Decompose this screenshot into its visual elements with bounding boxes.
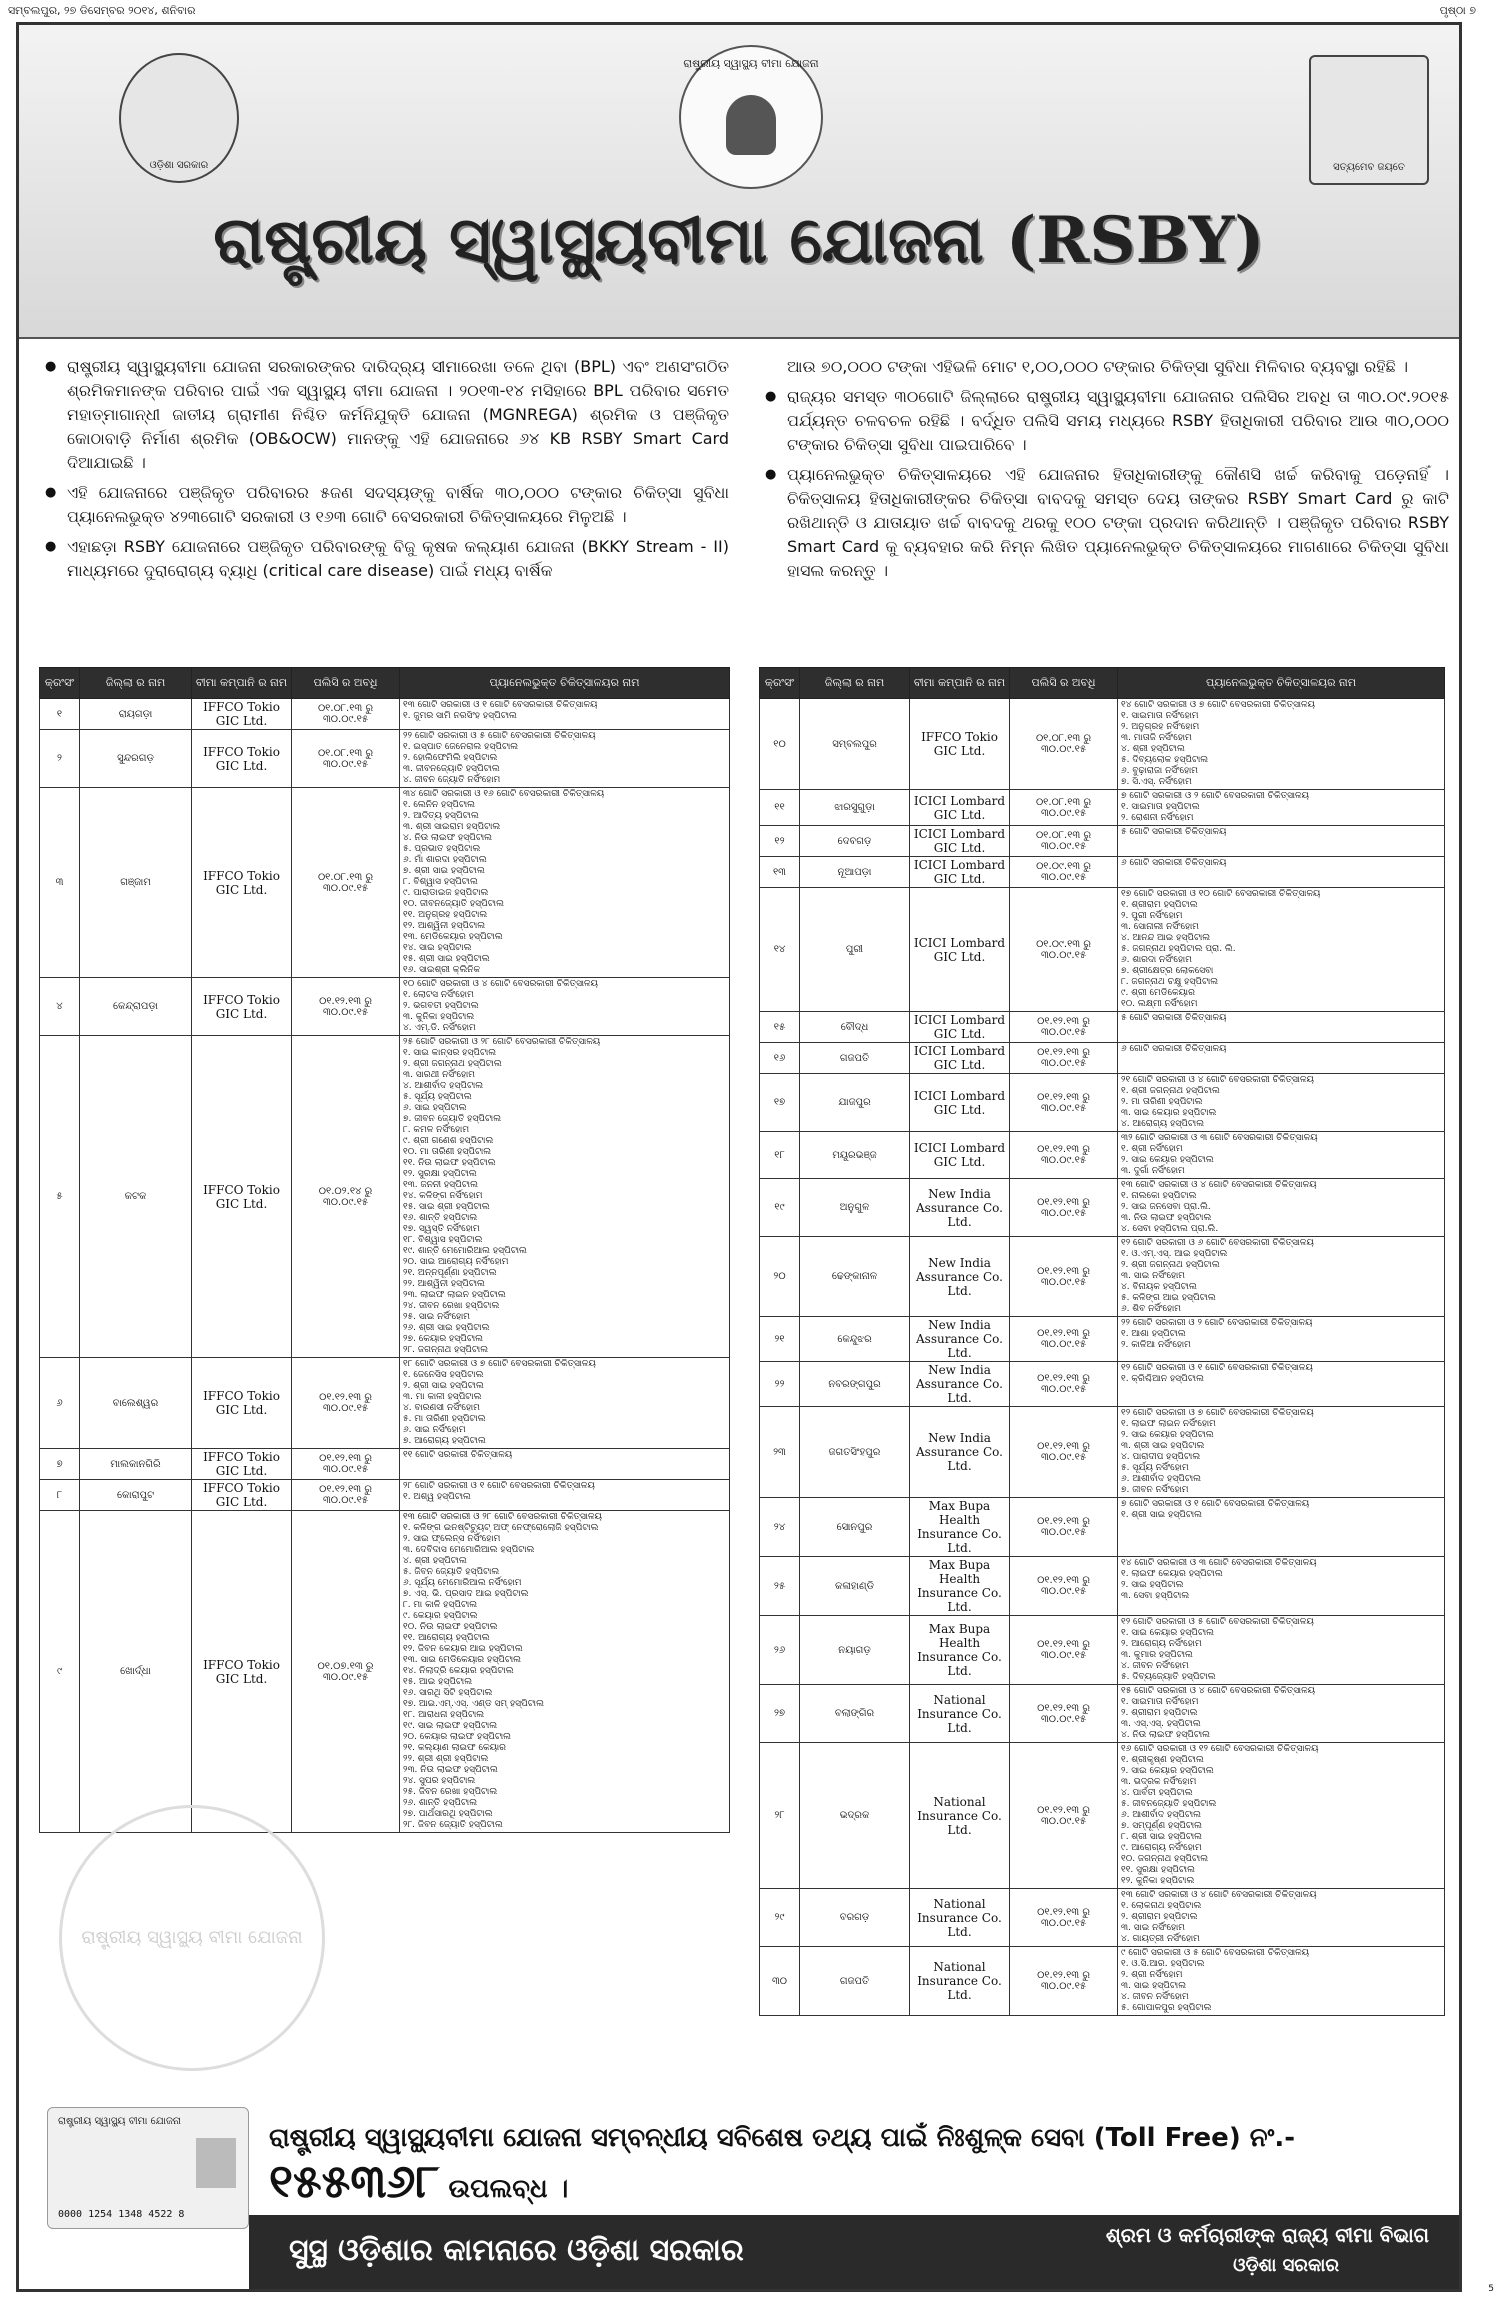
intro-paragraph: ● ରାଜ୍ୟର ସମସ୍ତ ୩୦ଗୋଟି ଜିଲ୍ଲାରେ ରାଷ୍ଟ୍ରୀୟ ସ୍ୱାସ୍ଥ୍ୟବୀମା ଯୋଜନାର ପଲିସିର ଅବଧି ତା ୩୦.୦୯.୨୦୧୫ ପର୍ଯ୍ୟନ୍ତ ଚଳବଚଳ ରହିଛି । ବର୍ଦ୍ଧିତ ପଲିସି ସମୟ ମଧ୍ୟରେ RSBY ହିତାଧିକାରୀ ପରିବାର ଆଉ ୩୦,୦୦୦ ଟଙ୍କାର ଚିକିତ୍ସା ସୁବିଧା ପାଇପାରିବେ । xyxy=(759,385,1449,457)
hospitals-cell: ୧୩ ଗୋଟି ସରକାରୀ ଓ ୧ ଗୋଟି ବେସରକାରୀ ଚିକିତ୍ସାଳୟ ୧. ଜୁମର ସାମି ନରସିଂହ ହସ୍ପିଟାଲ xyxy=(400,699,730,730)
odisha-emblem-icon xyxy=(119,53,239,183)
serial-cell: ୨୧ xyxy=(760,1317,800,1362)
tollfree-text: ରାଷ୍ଟ୍ରୀୟ ସ୍ୱାସ୍ଥ୍ୟବୀମା ଯୋଜନା ସମ୍ବନ୍ଧୀୟ ସବିଶେଷ ତଥ୍ୟ ପାଇଁ ନିଃଶୁଳ୍କ ସେବା (Toll Free) ନଂ.- xyxy=(269,2123,1296,2153)
hospitals-cell: ୧୮ ଗୋଟି ସରକାରୀ ଓ ୭ ଗୋଟି ବେସରକାରୀ ଚିକିତ୍ସାଳୟ ୧. ଜେନେସିସ ହସ୍ପିଟାଲ ୨. ଶ୍ରୀ ସାଇ ହସ୍ପିଟାଲ ୩. ମା କାଳୀ ହସ୍ପିଟାଲ ୪. ବାରଣସୀ ନର୍ସିଂହୋମ ୫. ମା ତାରିଣୀ ହସ୍ପିଟାଲ ୬. ସାଇ ନର୍ସିଂହୋମ ୭. ଆରୋଗ୍ୟ ହସ୍ପିଟାଲ xyxy=(400,1358,730,1449)
company-cell: ICICI Lombard GIC Ltd. xyxy=(910,857,1010,888)
advertisement-page xyxy=(16,22,1462,2292)
period-cell: ୦୧.୧୨.୧୩ ରୁ ୩୦.୦୯.୧୫ xyxy=(1010,1685,1118,1743)
serial-cell: ୧୦ xyxy=(760,699,800,790)
company-cell: National Insurance Co. Ltd. xyxy=(910,1685,1010,1743)
company-cell: New India Assurance Co. Ltd. xyxy=(910,1237,1010,1317)
district-cell: ଝାରସୁଗୁଡ଼ା xyxy=(800,790,910,826)
period-cell: ୦୧.୦୭.୧୩ ରୁ ୩୦.୦୯.୧୫ xyxy=(292,1511,400,1833)
intro-left xyxy=(39,355,729,589)
period-cell: ୦୧.୧୨.୧୩ ରୁ ୩୦.୦୯.୧୫ xyxy=(1010,1362,1118,1407)
company-cell: IFFCO Tokio GIC Ltd. xyxy=(192,1511,292,1833)
serial-cell: ୨୩ xyxy=(760,1407,800,1498)
company-cell: New India Assurance Co. Ltd. xyxy=(910,1317,1010,1362)
masthead xyxy=(0,0,1500,24)
district-cell: ଢେଙ୍କାନାଳ xyxy=(800,1237,910,1317)
col-header-district: ଜିଲ୍ଲା ର ନାମ xyxy=(80,668,192,699)
company-cell: National Insurance Co. Ltd. xyxy=(910,1889,1010,1947)
page-label: ପୃଷ୍ଠା ୭ xyxy=(1439,4,1476,17)
company-cell: New India Assurance Co. Ltd. xyxy=(910,1179,1010,1237)
district-cell: ଜଗତସିଂହପୁର xyxy=(800,1407,910,1498)
table-row xyxy=(40,1358,730,1449)
hospitals-cell: ୭ ଗୋଟି ସରକାରୀ ଓ ୨ ଗୋଟି ବେସରକାରୀ ଚିକିତ୍ସାଳୟ ୧. ସାଇମାତା ହସ୍ପିଟାଲ ୨. ରୋଶନୀ ନର୍ସିଂହୋମ xyxy=(1118,790,1445,826)
footer-band xyxy=(249,2215,1459,2289)
table-row xyxy=(760,1889,1445,1947)
company-cell: IFFCO Tokio GIC Ltd. xyxy=(192,1449,292,1480)
table-row xyxy=(760,1237,1445,1317)
company-cell: IFFCO Tokio GIC Ltd. xyxy=(192,1480,292,1511)
hospital-table-right xyxy=(759,667,1445,2016)
district-cell: ବୌଦ୍ଧ xyxy=(800,1012,910,1043)
table-row xyxy=(760,1616,1445,1685)
hospitals-cell: ୧୩ ଗୋଟି ସରକାରୀ ଓ ୨୮ ଗୋଟି ବେସରକାରୀ ଚିକିତ୍ସାଳୟ ୧. କଳିଙ୍ଗ ଇନଷ୍ଟିଚ୍ୟୁଟ୍ ଅଫ୍ ନେଫ୍ରୋଲୋଜି ହସ୍ପିଟାଲ ୨. ସାଇ ଫ୍ଲେନ୍ସ ନର୍ସିଂହୋମ ୩. ଦେବିଦାସ ମେମୋରିଆଲ ହସ୍ପିଟାଲ ୪. ଶ୍ରୀ ହସ୍ପିଟାଲ ୫. ଜିବନ ଜ୍ୟୋତି ହସ୍ପିଟାଲ ୬. ସୂର୍ଯ୍ୟ ମେମୋରିଆଲ ନର୍ସିଂହୋମ ୭. ଏସ୍. ଭି. ପ୍ରସାଦ ଆଇ ହସ୍ପିଟାଲ ୮. ମା କାଳି ହସ୍ପିଟାଲ ୯. କେୟାର ହସ୍ପିଟାଲ ୧୦. ନିଉ ଲାଇଫ ହସ୍ପିଟାଲ ୧୧. ଆରୋଗ୍ୟ ହସ୍ପିଟାଲ ୧୨. ଜିବନ କେୟାର ଆଇ ହସ୍ପିଟାଲ ୧୩. ସାଇ ମେଡିକେୟାର ହସ୍ପିଟାଲ ୧୪. ନିଲାଦ୍ରି କେୟାର ହସ୍ପିଟାଲ ୧୫. ଆଇ ହସ୍ପିଟାଲ ୧୬. ସାରଥି ସିଟି ହସ୍ପିଟାଲ ୧୭. ଆଇ.ଏମ୍.ଏସ୍. ଏଣ୍ଡ ସମ୍ ହସ୍ପିଟାଲ ୧୮. ଆରାଧନା ହସ୍ପିଟାଲ ୧୯. ସାଇ ଲାଇଫ ହସ୍ପିଟାଲ ୨୦. କେୟାର ଲାଇଫ ହସ୍ପିଟାଲ ୨୧. କଲ୍ୟାଣ ଲାଇଫ କେୟାର ୨୨. ଶ୍ରୀ ଶ୍ରୀ ହସ୍ପିଟାଲ ୨୩. ନିଉ ଲାଇଫ ହସ୍ପିଟାଲ ୨୪. ସୁପର ହସ୍ପିଟାଲ ୨୫. ଜିବନ ରେଖା ହସ୍ପିଟାଲ ୨୬. ଶାନ୍ତି ହସ୍ପିଟାଲ ୨୭. ପାର୍ଥସାରଥି ହସ୍ପିଟାଲ ୨୮. ଜିବନ ଜ୍ୟୋତି ହସ୍ପିଟାଲ xyxy=(400,1511,730,1833)
period-cell: ୦୧.୧୨.୧୩ ରୁ ୩୦.୦୯.୧୫ xyxy=(1010,1616,1118,1685)
period-cell: ୦୧.୧୨.୧୩ ରୁ ୩୦.୦୯.୧୫ xyxy=(292,1358,400,1449)
hospitals-cell: ୨୨ ଗୋଟି ସରକାରୀ ଓ ୨ ଗୋଟି ବେସରକାରୀ ଚିକିତ୍ସାଳୟ ୧. ଆଶା ହସ୍ପିଟାଲ ୨. କାଳିଆ ନର୍ସିଂହୋମ xyxy=(1118,1317,1445,1362)
hospitals-cell: ୫ ଗୋଟି ସରକାରୀ ଚିକିତ୍ସାଳୟ xyxy=(1118,826,1445,857)
hospitals-cell: ୧୧ ଗୋଟି ସରକାରୀ ଚିକିତ୍ସାଳୟ xyxy=(400,1449,730,1480)
hospitals-cell: ୩୨ ଗୋଟି ସରକାରୀ ଓ ୩ ଗୋଟି ବେସରକାରୀ ଚିକିତ୍ସାଳୟ ୧. ଶ୍ରୀ ନର୍ସିଂହୋମ ୨. ସାଇ କେୟାର ହସ୍ପିଟାଲ ୩. ଦୁର୍ଗା ନର୍ସିଂହୋମ xyxy=(1118,1132,1445,1179)
intro-paragraph: ● ଏହାଛଡ଼ା RSBY ଯୋଜନାରେ ପଞ୍ଜିକୃତ ପରିବାରଙ୍କୁ ବିଜୁ କୃଷକ କଲ୍ୟାଣ ଯୋଜନା (BKKY Stream - II) ମାଧ୍ୟମରେ ଦୁରାରୋଗ୍ୟ ବ୍ୟାଧି (critical care disease) ପାଇଁ ମଧ୍ୟ ବାର୍ଷିକ xyxy=(39,535,729,583)
card-number: 0000 1254 1348 4522 8 xyxy=(58,2209,185,2220)
serial-cell: ୩ xyxy=(40,788,80,978)
hospitals-cell: ୨୨ ଗୋଟି ସରକାରୀ ଓ ୫ ଗୋଟି ବେସରକାରୀ ଚିକିତ୍ସାଳୟ ୧. ଇସ୍ପାତ ଜେନେରାଲ ହସ୍ପିଟାଲ ୨. ହୋଲିଫେମିଲି ହସ୍ପିଟାଲ ୩. ଜୀବନଜ୍ୟୋତି ହସ୍ପିଟାଲ ୪. ଜୀବନ ଜ୍ୟୋତି ନର୍ସିଂହୋମ xyxy=(400,730,730,788)
period-cell: ୦୧.୦୮.୧୩ ରୁ ୩୦.୦୯.୧୫ xyxy=(1010,790,1118,826)
tollfree-line xyxy=(269,2123,1449,2210)
company-cell: IFFCO Tokio GIC Ltd. xyxy=(192,788,292,978)
serial-cell: ୪ xyxy=(40,978,80,1036)
district-cell: ରାୟଗଡ଼ା xyxy=(80,699,192,730)
serial-cell: ୨୦ xyxy=(760,1237,800,1317)
table-row xyxy=(760,1043,1445,1074)
serial-cell: ୨ xyxy=(40,730,80,788)
odisha-emblem-text: ଓଡ଼ିଶା ସରକାର xyxy=(149,160,209,171)
watermark-logo: ରାଷ୍ଟ୍ରୀୟ ସ୍ୱାସ୍ଥ୍ୟ ବୀମା ଯୋଜନା xyxy=(59,1805,325,2071)
period-cell: ୦୧.୧୨.୧୩ ରୁ ୩୦.୦୯.୧୫ xyxy=(1010,1407,1118,1498)
period-cell: ୦୧.୦୮.୧୩ ରୁ ୩୦.୦୯.୧୫ xyxy=(292,699,400,730)
table-row xyxy=(760,1947,1445,2016)
period-cell: ୦୧.୧୨.୧୩ ରୁ ୩୦.୦୯.୧୫ xyxy=(1010,1132,1118,1179)
table-row xyxy=(760,826,1445,857)
period-cell: ୦୧.୧୨.୧୩ ରୁ ୩୦.୦୯.୧୫ xyxy=(1010,1317,1118,1362)
table-row xyxy=(40,978,730,1036)
col-header-company: ବୀମା କମ୍ପାନି ର ନାମ xyxy=(192,668,292,699)
ashoka-emblem-text: ସତ୍ୟମେବ ଜୟତେ xyxy=(1333,162,1405,173)
table-row xyxy=(760,1498,1445,1557)
district-cell: ଗଞ୍ଜାମ xyxy=(80,788,192,978)
footer-govt: ଓଡ଼ିଶା ସରକାର xyxy=(1233,2255,1339,2276)
company-cell: New India Assurance Co. Ltd. xyxy=(910,1362,1010,1407)
period-cell: ୦୧.୧୨.୧୩ ରୁ ୩୦.୦୯.୧୫ xyxy=(292,1480,400,1511)
serial-cell: ୧୧ xyxy=(760,790,800,826)
period-cell: ୦୧.୧୨.୧୩ ରୁ ୩୦.୦୯.୧୫ xyxy=(1010,1043,1118,1074)
period-cell: ୦୧.୧୨.୧୩ ରୁ ୩୦.୦୯.୧୫ xyxy=(1010,1557,1118,1616)
company-cell: ICICI Lombard GIC Ltd. xyxy=(910,1074,1010,1132)
intro-paragraph: ● ଏହି ଯୋଜନାରେ ପଞ୍ଜିକୃତ ପରିବାରର ୫ଜଣ ସଦସ୍ୟଙ୍କୁ ବାର୍ଷିକ ୩୦,୦୦୦ ଟଙ୍କାର ଚିକିତ୍ସା ସୁବିଧା ପ୍ୟାନେଲଭୁକ୍ତ ୪୨୩ଗୋଟି ସରକାରୀ ଓ ୧୬୩ ଗୋଟି ବେସରକାରୀ ଚିକିତ୍ସାଳୟରେ ମିଳୁଅଛି । xyxy=(39,481,729,529)
period-cell: ୦୧.୦୮.୧୩ ରୁ ୩୦.୦୯.୧୫ xyxy=(1010,826,1118,857)
district-cell: ପୁରୀ xyxy=(800,888,910,1012)
serial-cell: ୯ xyxy=(40,1511,80,1833)
table-row xyxy=(760,1132,1445,1179)
table-row xyxy=(760,1557,1445,1616)
col-header-serial: କ୍ରଂସଂ xyxy=(760,668,800,699)
period-cell: ୦୧.୧୨.୧୩ ରୁ ୩୦.୦୯.୧୫ xyxy=(1010,1947,1118,2016)
table-row xyxy=(40,1511,730,1833)
hospitals-cell: ୧୨ ଗୋଟି ସରକାରୀ ଓ ୫ ଗୋଟି ବେସରକାରୀ ଚିକିତ୍ସାଳୟ ୧. ସାଇ କେୟାର ହସ୍ପିଟାଲ ୨. ଆରୋଗ୍ୟ ନର୍ସିଂହୋମ ୩. କୁମାର ହସ୍ପିଟାଲ ୪. ଜୀବନ ନର୍ସିଂହୋମ ୫. ଦିବ୍ୟଜ୍ୟୋତି ହସ୍ପିଟାଲ xyxy=(1118,1616,1445,1685)
serial-cell: ୧୯ xyxy=(760,1179,800,1237)
page-number: 5 xyxy=(1488,2284,1494,2294)
hospitals-cell: ୨୫ ଗୋଟି ସରକାରୀ ଓ ୨୮ ଗୋଟି ବେସରକାରୀ ଚିକିତ୍ସାଳୟ ୧. ସାଇ କାନ୍ସର ହସ୍ପିଟାଲ ୨. ଶ୍ରୀ ଜଗନ୍ନାଥ ହସ୍ପିଟାଲ ୩. ସାରଥୀ ନର୍ସିଂହୋମ ୪. ଆଶୀର୍ବାଦ ହସ୍ପିଟାଲ ୫. ସୂର୍ଯ୍ୟ ହସ୍ପିଟାଲ ୬. ସାଇ ହସ୍ପିଟାଲ ୭. ଜୀବନ ଜ୍ୟୋତି ହସ୍ପିଟାଲ ୮. କମଳ ନର୍ସିଂହୋମ ୯. ଶ୍ରୀ ଗଣେଶ ହସ୍ପିଟାଲ ୧୦. ମା ତାରିଣୀ ହସ୍ପିଟାଲ ୧୧. ନିଉ ଲାଇଫ ହସ୍ପିଟାଲ ୧୨. ସୁରକ୍ଷା ହସ୍ପିଟାଲ ୧୩. ଜନନୀ ହସ୍ପିଟାଲ ୧୪. କଳିଙ୍ଗ ନର୍ସିଂହୋମ ୧୫. ସାଇ ଶ୍ରୀ ହସ୍ପିଟାଲ ୧୬. ଶାନ୍ତି ହସ୍ପିଟାଲ ୧୭. ସ୍ୱସ୍ତି ନର୍ସିଂହୋମ ୧୮. ବିଶ୍ୱାସ ହସ୍ପିଟାଲ ୧୯. ଶାନ୍ତି ମେମୋରିଆଲ ହସ୍ପିଟାଲ ୨୦. ସାଇ ଆରୋଗ୍ୟ ନର୍ସିଂହୋମ ୨୧. ଅନ୍ନପୂର୍ଣ୍ଣା ହସ୍ପିଟାଲ ୨୨. ଆଶ୍ୱିନୀ ହସ୍ପିଟାଲ ୨୩. ଲାଇଫ ଲାଇନ ହସ୍ପିଟାଲ ୨୪. ଜୀବନ ରେଖା ହସ୍ପିଟାଲ ୨୫. ସାଇ ନର୍ସିଂହୋମ ୨୬. ଶ୍ରୀ ସାଇ ହସ୍ପିଟାଲ ୨୭. କେୟାର ହସ୍ପିଟାଲ ୨୮. ଜଗନ୍ନାଥ ହସ୍ପିଟାଲ xyxy=(400,1036,730,1358)
district-cell: ବରଗଡ଼ xyxy=(800,1889,910,1947)
table-row xyxy=(760,1012,1445,1043)
table-row xyxy=(40,730,730,788)
district-cell: ନୟାଗଡ଼ xyxy=(800,1616,910,1685)
footer-dept: ଶ୍ରମ ଓ କର୍ମଚାରୀଙ୍କ ରାଜ୍ୟ ବୀମା ବିଭାଗ xyxy=(1105,2223,1429,2247)
hospital-table-left xyxy=(39,667,730,1833)
district-cell: ସୁନ୍ଦରଗଡ଼ xyxy=(80,730,192,788)
hospitals-cell: ୭ ଗୋଟି ସରକାରୀ ଓ ୧ ଗୋଟି ବେସରକାରୀ ଚିକିତ୍ସାଳୟ ୧. ଶ୍ରୀ ସାଇ ହସ୍ପିଟାଲ xyxy=(1118,1498,1445,1557)
card-photo-icon xyxy=(196,2138,236,2188)
rsby-logo-text: ରାଷ୍ଟ୍ରୀୟ ସ୍ୱାସ୍ଥ୍ୟ ବୀମା ଯୋଜନା xyxy=(683,57,819,70)
col-header-serial: କ୍ରଂସଂ xyxy=(40,668,80,699)
table-row xyxy=(760,888,1445,1012)
district-cell: ବଲାଙ୍ଗିର xyxy=(800,1685,910,1743)
serial-cell: ୨୬ xyxy=(760,1616,800,1685)
hospitals-cell: ୯ ଗୋଟି ସରକାରୀ ଓ ୫ ଗୋଟି ବେସରକାରୀ ଚିକିତ୍ସାଳୟ ୧. ଓ.ସି.ଆର. ହସ୍ପିଟାଲ ୨. ଶ୍ରୀ ନର୍ସିଂହୋମ ୩. ସାଇ ହସ୍ପିଟାଲ ୪. ଜୀବନ ନର୍ସିଂହୋମ ୫. ଗୋପାଳପୁର ହସ୍ପିଟାଲ xyxy=(1118,1947,1445,2016)
company-cell: National Insurance Co. Ltd. xyxy=(910,1947,1010,2016)
district-cell: ନବରଙ୍ଗପୁର xyxy=(800,1362,910,1407)
hospitals-cell: ୧୫ ଗୋଟି ସରକାରୀ ଓ ୪ ଗୋଟି ବେସରକାରୀ ଚିକିତ୍ସାଳୟ ୧. ସାଇମାତା ନର୍ସିଂହୋମ ୨. ଶ୍ରୀରାମ ହସ୍ପିଟାଲ ୩. ଏସ୍.ଏସ୍. ହସ୍ପିଟାଲ ୪. ନିଉ ଲାଇଫ ହସ୍ପିଟାଲ xyxy=(1118,1685,1445,1743)
district-cell: କେନ୍ଦ୍ରାପଡ଼ା xyxy=(80,978,192,1036)
serial-cell: ୧୬ xyxy=(760,1043,800,1074)
serial-cell: ୫ xyxy=(40,1036,80,1358)
district-cell: ଗଜପତି xyxy=(800,1043,910,1074)
serial-cell: ୩୦ xyxy=(760,1947,800,2016)
period-cell: ୦୧.୦୮.୧୩ ରୁ ୩୦.୦୯.୧୫ xyxy=(292,788,400,978)
table-row xyxy=(40,699,730,730)
company-cell: IFFCO Tokio GIC Ltd. xyxy=(192,1358,292,1449)
company-cell: IFFCO Tokio GIC Ltd. xyxy=(192,730,292,788)
company-cell: IFFCO Tokio GIC Ltd. xyxy=(192,1036,292,1358)
district-cell: ନୂଆପଡ଼ା xyxy=(800,857,910,888)
period-cell: ୦୧.୧୨.୧୩ ରୁ ୩୦.୦୯.୧୫ xyxy=(292,978,400,1036)
period-cell: ୦୧.୧୨.୧୩ ରୁ ୩୦.୦୯.୧୫ xyxy=(1010,1889,1118,1947)
hospitals-cell: ୧୬ ଗୋଟି ସରକାରୀ ଓ ୧୨ ଗୋଟି ବେସରକାରୀ ଚିକିତ୍ସାଳୟ ୧. ଶ୍ରୀକୃଷ୍ଣ ହସ୍ପିଟାଲ ୨. ସାଇ କେୟାର ହସ୍ପିଟାଲ ୩. ଭଦ୍ରକ ନର୍ସିଂହୋମ ୪. ପାର୍ବତୀ ହସ୍ପିଟାଲ ୫. ଜୀବନଜ୍ୟୋତି ହସ୍ପିଟାଲ ୬. ଆଶୀର୍ବାଦ ହସ୍ପିଟାଲ ୭. ସମ୍ପୂର୍ଣ୍ଣ ହସ୍ପିଟାଲ ୮. ଶ୍ରୀ ସାଇ ହସ୍ପିଟାଲ ୯. ଆରୋଗ୍ୟ ନର୍ସିଂହୋମ ୧୦. ଜଗନ୍ନାଥ ହସ୍ପିଟାଲ ୧୧. ସୁରକ୍ଷା ହସ୍ପିଟାଲ ୧୨. କୁନିକା ହସ୍ପିଟାଲ xyxy=(1118,1743,1445,1889)
hospitals-cell: ୫ ଗୋଟି ସରକାରୀ ଚିକିତ୍ସାଳୟ xyxy=(1118,1012,1445,1043)
ashoka-emblem-icon xyxy=(1309,55,1429,185)
col-header-hospitals: ପ୍ୟାନେଲଭୁକ୍ତ ଚିକିତ୍ସାଳୟର ନାମ xyxy=(400,668,730,699)
district-cell: ଖୋର୍ଦ୍ଧା xyxy=(80,1511,192,1833)
hospitals-cell: ୧୪ ଗୋଟି ସରକାରୀ ଓ ୭ ଗୋଟି ବେସରକାରୀ ଚିକିତ୍ସାଳୟ ୧. ସାଇମାତା ନର୍ସିଂହୋମ ୨. ଅନୁଗ୍ରହ ନର୍ସିଂହୋମ ୩. ମାତାଜି ନର୍ସିଂହୋମ ୪. ଶ୍ରୀ ହସ୍ପିଟାଲ ୫. ଦିବ୍ୟଲୋକ ହସ୍ପିଟାଲ ୬. ବୁଢ଼ାରାଜା ନର୍ସିଂହୋମ ୭. ସି.ଏସ୍. ନର୍ସିଂହୋମ xyxy=(1118,699,1445,790)
serial-cell: ୮ xyxy=(40,1480,80,1511)
hospitals-cell: ୧୪ ଗୋଟି ସରକାରୀ ଓ ୩ ଗୋଟି ବେସରକାରୀ ଚିକିତ୍ସାଳୟ ୧. ଲାଇଫ କେୟାର ହସ୍ପିଟାଲ ୨. ସାଇ ହସ୍ପିଟାଲ ୩. ସେବା ହସ୍ପିଟାଲ xyxy=(1118,1557,1445,1616)
hospitals-cell: ୨୮ ଗୋଟି ସରକାରୀ ଓ ୧ ଗୋଟି ବେସରକାରୀ ଚିକିତ୍ସାଳୟ ୧. ଅଶ୍ୱ ହସ୍ପିଟାଲ xyxy=(400,1480,730,1511)
serial-cell: ୨୭ xyxy=(760,1685,800,1743)
district-cell: ବାଲେଶ୍ୱର xyxy=(80,1358,192,1449)
table-row xyxy=(760,699,1445,790)
family-figure-icon xyxy=(726,95,776,155)
company-cell: ICICI Lombard GIC Ltd. xyxy=(910,790,1010,826)
table-row xyxy=(40,1036,730,1358)
serial-cell: ୧୪ xyxy=(760,888,800,1012)
hospitals-cell: ୧୭ ଗୋଟି ସରକାରୀ ଓ ୧୦ ଗୋଟି ବେସରକାରୀ ଚିକିତ୍ସାଳୟ ୧. ଶ୍ରୀରାମ ହସ୍ପିଟାଲ ୨. ପୁରୀ ନର୍ସିଂହୋମ ୩. ସୋନାଲୀ ନର୍ସିଂହୋମ ୪. ଆନନ୍ଦ ଆଇ ହସ୍ପିଟାଲ ୫. ଜଗନ୍ନାଥ ହସ୍ପିଟାଲ ପ୍ରା. ଲି. ୬. ଶାରଦା ନର୍ସିଂହୋମ ୭. ଶ୍ରୀକ୍ଷେତ୍ର ଲୋକସେବା ୮. ଜଗନ୍ନାଥ ଚକ୍ଷୁ ହସ୍ପିଟାଲ ୯. ଶ୍ରୀ ମେଡିକେୟାର ୧୦. ଲକ୍ଷ୍ମୀ ନର୍ସିଂହୋମ xyxy=(1118,888,1445,1012)
table-row xyxy=(760,1685,1445,1743)
table-row xyxy=(40,1449,730,1480)
table-row xyxy=(760,1317,1445,1362)
col-header-company: ବୀମା କମ୍ପାନି ର ନାମ xyxy=(910,668,1010,699)
smart-card-image xyxy=(47,2107,249,2229)
company-cell: Max Bupa Health Insurance Co. Ltd. xyxy=(910,1616,1010,1685)
intro-paragraph: ଆଉ ୭୦,୦୦୦ ଟଙ୍କା ଏହିଭଳି ମୋଟ ୧,୦୦,୦୦୦ ଟଙ୍କାର ଚିକିତ୍ସା ସୁବିଧା ମିଳିବାର ବ୍ୟବସ୍ଥା ରହିଛି । xyxy=(787,357,1409,376)
table-row xyxy=(760,857,1445,888)
company-cell: Max Bupa Health Insurance Co. Ltd. xyxy=(910,1498,1010,1557)
intro-paragraph: ● ପ୍ୟାନେଲଭୁକ୍ତ ଚିକିତ୍ସାଳୟରେ ଏହି ଯୋଜନାର ହିତାଧିକାରୀଙ୍କୁ କୌଣସି ଖର୍ଚ୍ଚ କରିବାକୁ ପଡ଼େନାହିଁ । ଚିକିତ୍ସାଳୟ ହିତାଧିକାରୀଙ୍କର ଚିକିତ୍ସା ବାବଦକୁ ସମସ୍ତ ଦେୟ ତାଙ୍କର RSBY Smart Card ରୁ କାଟି ରଖିଥାନ୍ତି ଓ ଯାତାୟାତ ଖର୍ଚ୍ଚ ବାବଦକୁ ଥରକୁ ୧୦୦ ଟଙ୍କା ପ୍ରଦାନ କରିଥାନ୍ତି । ପଞ୍ଜିକୃତ ପରିବାର RSBY Smart Card କୁ ବ୍ୟବହାର କରି ନିମ୍ନ ଲିଖିତ ପ୍ୟାନେଲଭୁକ୍ତ ଚିକିତ୍ସାଳୟରେ ମାଗଣାରେ ଚିକିତ୍ସା ସୁବିଧା ହାସଲ କରନ୍ତୁ । xyxy=(759,463,1449,583)
period-cell: ୦୧.୧୨.୧୩ ରୁ ୩୦.୦୯.୧୫ xyxy=(1010,1498,1118,1557)
company-cell: ICICI Lombard GIC Ltd. xyxy=(910,1132,1010,1179)
page-title: ରାଷ୍ଟ୍ରୀୟ ସ୍ୱାସ୍ଥ୍ୟବୀମା ଯୋଜନା (RSBY) xyxy=(213,203,1265,278)
hospitals-cell: ୬ ଗୋଟି ସରକାରୀ ଚିକିତ୍ସାଳୟ xyxy=(1118,857,1445,888)
period-cell: ୦୧.୧୨.୧୩ ରୁ ୩୦.୦୯.୧୫ xyxy=(292,1449,400,1480)
serial-cell: ୬ xyxy=(40,1358,80,1449)
district-cell: କେନ୍ଦୁଝର xyxy=(800,1317,910,1362)
dateline: ସମ୍ବଲପୁର, ୨୭ ଡିସେମ୍ବର ୨୦୧୪, ଶନିବାର xyxy=(8,4,196,17)
hospitals-cell: ୧୦ ଗୋଟି ସରକାରୀ ଓ ୪ ଗୋଟି ବେସରକାରୀ ଚିକିତ୍ସାଳୟ ୧. ଲୋଟସ ନର୍ସିଂହୋମ ୨. ଭଗବତୀ ହସ୍ପିଟାଲ ୩. କୁନିକା ହସ୍ପିଟାଲ ୪. ଏମ୍.ଡି. ନର୍ସିଂହୋମ xyxy=(400,978,730,1036)
district-cell: କଳାହାଣ୍ଡି xyxy=(800,1557,910,1616)
tollfree-number: ୧୫୫୩୬୮ xyxy=(269,2154,440,2208)
serial-cell: ୨୨ xyxy=(760,1362,800,1407)
hospitals-cell: ୧୩ ଗୋଟି ସରକାରୀ ଓ ୪ ଗୋଟି ବେସରକାରୀ ଚିକିତ୍ସାଳୟ ୧. ନାଲକୋ ହସ୍ପିଟାଲ ୨. ସାଇ ଜନସେବା ପ୍ରା.ଲି. ୩. ନିଉ ଲାଇଫ ହସ୍ପିଟାଲ ୪. ସେବା ହସ୍ପିଟାଲ ପ୍ରା.ଲି. xyxy=(1118,1179,1445,1237)
table-row xyxy=(760,1743,1445,1889)
company-cell: ICICI Lombard GIC Ltd. xyxy=(910,1012,1010,1043)
table-row xyxy=(40,788,730,978)
table-row xyxy=(760,1074,1445,1132)
col-header-period: ପଲିସି ର ଅବଧି xyxy=(1010,668,1118,699)
serial-cell: ୧୨ xyxy=(760,826,800,857)
card-title: ରାଷ୍ଟ୍ରୀୟ ସ୍ୱାସ୍ଥ୍ୟ ବୀମା ଯୋଜନା xyxy=(58,2116,181,2127)
serial-cell: ୧ xyxy=(40,699,80,730)
period-cell: ୦୧.୦୮.୧୩ ରୁ ୩୦.୦୯.୧୫ xyxy=(1010,699,1118,790)
serial-cell: ୭ xyxy=(40,1449,80,1480)
footer-slogan: ସୁସ୍ଥ ଓଡ଼ିଶାର କାମନାରେ ଓଡ଼ିଶା ସରକାର xyxy=(289,2233,744,2268)
hospitals-cell: ୨୧ ଗୋଟି ସରକାରୀ ଓ ୪ ଗୋଟି ବେସରକାରୀ ଚିକିତ୍ସାଳୟ ୧. ଶ୍ରୀ ଜଗନ୍ନାଥ ହସ୍ପିଟାଲ ୨. ମା ତାରିଣୀ ହସ୍ପିଟାଲ ୩. ସାଇ କେୟାର ହସ୍ପିଟାଲ ୪. ଆରୋଗ୍ୟ ହସ୍ପିଟାଲ xyxy=(1118,1074,1445,1132)
serial-cell: ୨୯ xyxy=(760,1889,800,1947)
table-row xyxy=(760,790,1445,826)
serial-cell: ୧୫ xyxy=(760,1012,800,1043)
col-header-period: ପଲିସି ର ଅବଧି xyxy=(292,668,400,699)
period-cell: ୦୧.୧୨.୧୩ ରୁ ୩୦.୦୯.୧୫ xyxy=(1010,1012,1118,1043)
serial-cell: ୨୮ xyxy=(760,1743,800,1889)
period-cell: ୦୧.୧୨.୧୩ ରୁ ୩୦.୦୯.୧୫ xyxy=(1010,1237,1118,1317)
district-cell: ଗଜପତି xyxy=(800,1947,910,2016)
tollfree-suffix: ଉପଲବ୍ଧ । xyxy=(448,2174,569,2204)
period-cell: ୦୧.୦୮.୧୩ ରୁ ୩୦.୦୯.୧୫ xyxy=(292,730,400,788)
period-cell: ୦୧.୧୨.୧୩ ରୁ ୩୦.୦୯.୧୫ xyxy=(1010,1743,1118,1889)
district-cell: ସୋନପୁର xyxy=(800,1498,910,1557)
hospitals-cell: ୧୨ ଗୋଟି ସରକାରୀ ଓ ୧ ଗୋଟି ବେସରକାରୀ ଚିକିତ୍ସାଳୟ ୧. କ୍ରିଶ୍ଚିଆନ ହସ୍ପିଟାଲ xyxy=(1118,1362,1445,1407)
hospitals-cell: ୧୨ ଗୋଟି ସରକାରୀ ଓ ୭ ଗୋଟି ବେସରକାରୀ ଚିକିତ୍ସାଳୟ ୧. ଲାଇଫ ଲାଇନ ନର୍ସିଂହୋମ ୨. ସାଇ କେୟାର ହସ୍ପିଟାଲ ୩. ଶ୍ରୀ ସାଇ ହସ୍ପିଟାଲ ୪. ପାରାଦୀପ ହସ୍ପିଟାଲ ୫. ସୂର୍ଯ୍ୟ ନର୍ସିଂହୋମ ୬. ଆଶୀର୍ବାଦ ହସ୍ପିଟାଲ ୭. ଜୀବନ ନର୍ସିଂହୋମ xyxy=(1118,1407,1445,1498)
company-cell: New India Assurance Co. Ltd. xyxy=(910,1407,1010,1498)
district-cell: କୋରାପୁଟ xyxy=(80,1480,192,1511)
district-cell: ମାଲକାନଗିରି xyxy=(80,1449,192,1480)
header-banner xyxy=(19,25,1459,339)
district-cell: ଯାଜପୁର xyxy=(800,1074,910,1132)
company-cell: IFFCO Tokio GIC Ltd. xyxy=(192,699,292,730)
period-cell: ୦୧.୦୨.୧୪ ରୁ ୩୦.୦୯.୧୫ xyxy=(292,1036,400,1358)
company-cell: National Insurance Co. Ltd. xyxy=(910,1743,1010,1889)
company-cell: IFFCO Tokio GIC Ltd. xyxy=(910,699,1010,790)
company-cell: ICICI Lombard GIC Ltd. xyxy=(910,888,1010,1012)
serial-cell: ୨୪ xyxy=(760,1498,800,1557)
serial-cell: ୨୫ xyxy=(760,1557,800,1616)
col-header-hospitals: ପ୍ୟାନେଲଭୁକ୍ତ ଚିକିତ୍ସାଳୟର ନାମ xyxy=(1118,668,1445,699)
hospitals-cell: ୧୩ ଗୋଟି ସରକାରୀ ଓ ୪ ଗୋଟି ବେସରକାରୀ ଚିକିତ୍ସାଳୟ ୧. ଲୋକନାଥ ହସ୍ପିଟାଲ ୨. ଶ୍ରୀରାମ ହସ୍ପିଟାଲ ୩. ସାଇ ନର୍ସିଂହୋମ ୪. ଗାୟତ୍ରୀ ନର୍ସିଂହୋମ xyxy=(1118,1889,1445,1947)
serial-cell: ୧୭ xyxy=(760,1074,800,1132)
company-cell: Max Bupa Health Insurance Co. Ltd. xyxy=(910,1557,1010,1616)
serial-cell: ୧୩ xyxy=(760,857,800,888)
intro-paragraph: ● ରାଷ୍ଟ୍ରୀୟ ସ୍ୱାସ୍ଥ୍ୟବୀମା ଯୋଜନା ସରକାରଙ୍କର ଦାରିଦ୍ର୍ୟ ସୀମାରେଖା ତଳେ ଥିବା (BPL) ଏବଂ ଅଣସଂଗଠିତ ଶ୍ରମିକମାନଙ୍କ ପରିବାର ପାଇଁ ଏକ ସ୍ୱାସ୍ଥ୍ୟ ବୀମା ଯୋଜନା । ୨୦୧୩-୧୪ ମସିହାରେ BPL ପରିବାର ସମେତ ମହାତ୍ମାଗାନ୍ଧୀ ଜାତୀୟ ଗ୍ରାମୀଣ ନିଶ୍ଚିତ କର୍ମନିଯୁକ୍ତି ଯୋଜନା (MGNREGA) ଶ୍ରମିକ ଓ ପଞ୍ଜିକୃତ କୋଠାବାଡ଼ି ନିର୍ମାଣ ଶ୍ରମିକ (OB&OCW) ମାନଙ୍କୁ ଏହି ଯୋଜନାରେ ୬୪ KB RSBY Smart Card ଦିଆଯାଇଛି । xyxy=(39,355,729,475)
col-header-district: ଜିଲ୍ଲା ର ନାମ xyxy=(800,668,910,699)
rsby-logo-icon xyxy=(679,45,823,189)
table-row xyxy=(760,1362,1445,1407)
company-cell: IFFCO Tokio GIC Ltd. xyxy=(192,978,292,1036)
district-cell: ଦେବଗଡ଼ xyxy=(800,826,910,857)
district-cell: ମୟୂରଭଞ୍ଜ xyxy=(800,1132,910,1179)
hospitals-cell: ୩୪ ଗୋଟି ସରକାରୀ ଓ ୧୬ ଗୋଟି ବେସରକାରୀ ଚିକିତ୍ସାଳୟ ୧. ଲେନିନ ହସ୍ପିଟାଲ ୨. ଆଦିତ୍ୟ ହସ୍ପିଟାଲ ୩. ଶ୍ରୀ ସାଇରାମ ହସ୍ପିଟାଲ ୪. ନିଉ ଲାଇଫ ହସ୍ପିଟାଲ ୫. ପ୍ରଭାତ ହସ୍ପିଟାଲ ୬. ମାଁ ଶାରଦା ହସ୍ପିଟାଲ ୭. ଶ୍ରୀ ସାଇ ହସ୍ପିଟାଲ ୮. ବିଶ୍ୱାସ ହସ୍ପିଟାଲ ୯. ପାରାଡାଇଜ ହସ୍ପିଟାଲ ୧୦. ଜୀବନଜ୍ୟୋତି ହସ୍ପିଟାଲ ୧୧. ଅନୁଗ୍ରହ ହସ୍ପିଟାଲ ୧୨. ଆଶ୍ୱିନୀ ହସ୍ପିଟାଲ ୧୩. ମେଡିକେୟାର ହସ୍ପିଟାଲ ୧୪. ସାଇ ହସ୍ପିଟାଲ ୧୫. ଶ୍ରୀ ସାଇ ହସ୍ପିଟାଲ ୧୬. ସାଇଶ୍ରୀ କ୍ଲିନିକ xyxy=(400,788,730,978)
hospitals-cell: ୬ ଗୋଟି ସରକାରୀ ଚିକିତ୍ସାଳୟ xyxy=(1118,1043,1445,1074)
period-cell: ୦୧.୦୯.୧୩ ରୁ ୩୦.୦୯.୧୫ xyxy=(1010,857,1118,888)
serial-cell: ୧୮ xyxy=(760,1132,800,1179)
intro-right xyxy=(759,355,1449,589)
district-cell: ସମ୍ବଲପୁର xyxy=(800,699,910,790)
company-cell: ICICI Lombard GIC Ltd. xyxy=(910,826,1010,857)
period-cell: ୦୧.୧୨.୧୩ ରୁ ୩୦.୦୯.୧୫ xyxy=(1010,1179,1118,1237)
table-row xyxy=(40,1480,730,1511)
period-cell: ୦୧.୧୨.୧୩ ରୁ ୩୦.୦୯.୧୫ xyxy=(1010,1074,1118,1132)
district-cell: ଭଦ୍ରକ xyxy=(800,1743,910,1889)
table-row xyxy=(760,1179,1445,1237)
table-row xyxy=(760,1407,1445,1498)
district-cell: ଅନୁଗୁଳ xyxy=(800,1179,910,1237)
district-cell: କଟକ xyxy=(80,1036,192,1358)
period-cell: ୦୧.୦୯.୧୩ ରୁ ୩୦.୦୯.୧୫ xyxy=(1010,888,1118,1012)
company-cell: ICICI Lombard GIC Ltd. xyxy=(910,1043,1010,1074)
hospitals-cell: ୧୨ ଗୋଟି ସରକାରୀ ଓ ୬ ଗୋଟି ବେସରକାରୀ ଚିକିତ୍ସାଳୟ ୧. ଓ.ଏମ୍.ଏସ୍. ଆଇ ହସ୍ପିଟାଲ ୨. ଶ୍ରୀ ଜଗନ୍ନାଥ ହସ୍ପିଟାଲ ୩. ସାଇ ନର୍ସିଂହୋମ ୪. ବିନାୟକ ହସ୍ପିଟାଲ ୫. କଳିଙ୍ଗ ଆଇ ହସ୍ପିଟାଲ ୬. ଶିବ ନର୍ସିଂହୋମ xyxy=(1118,1237,1445,1317)
